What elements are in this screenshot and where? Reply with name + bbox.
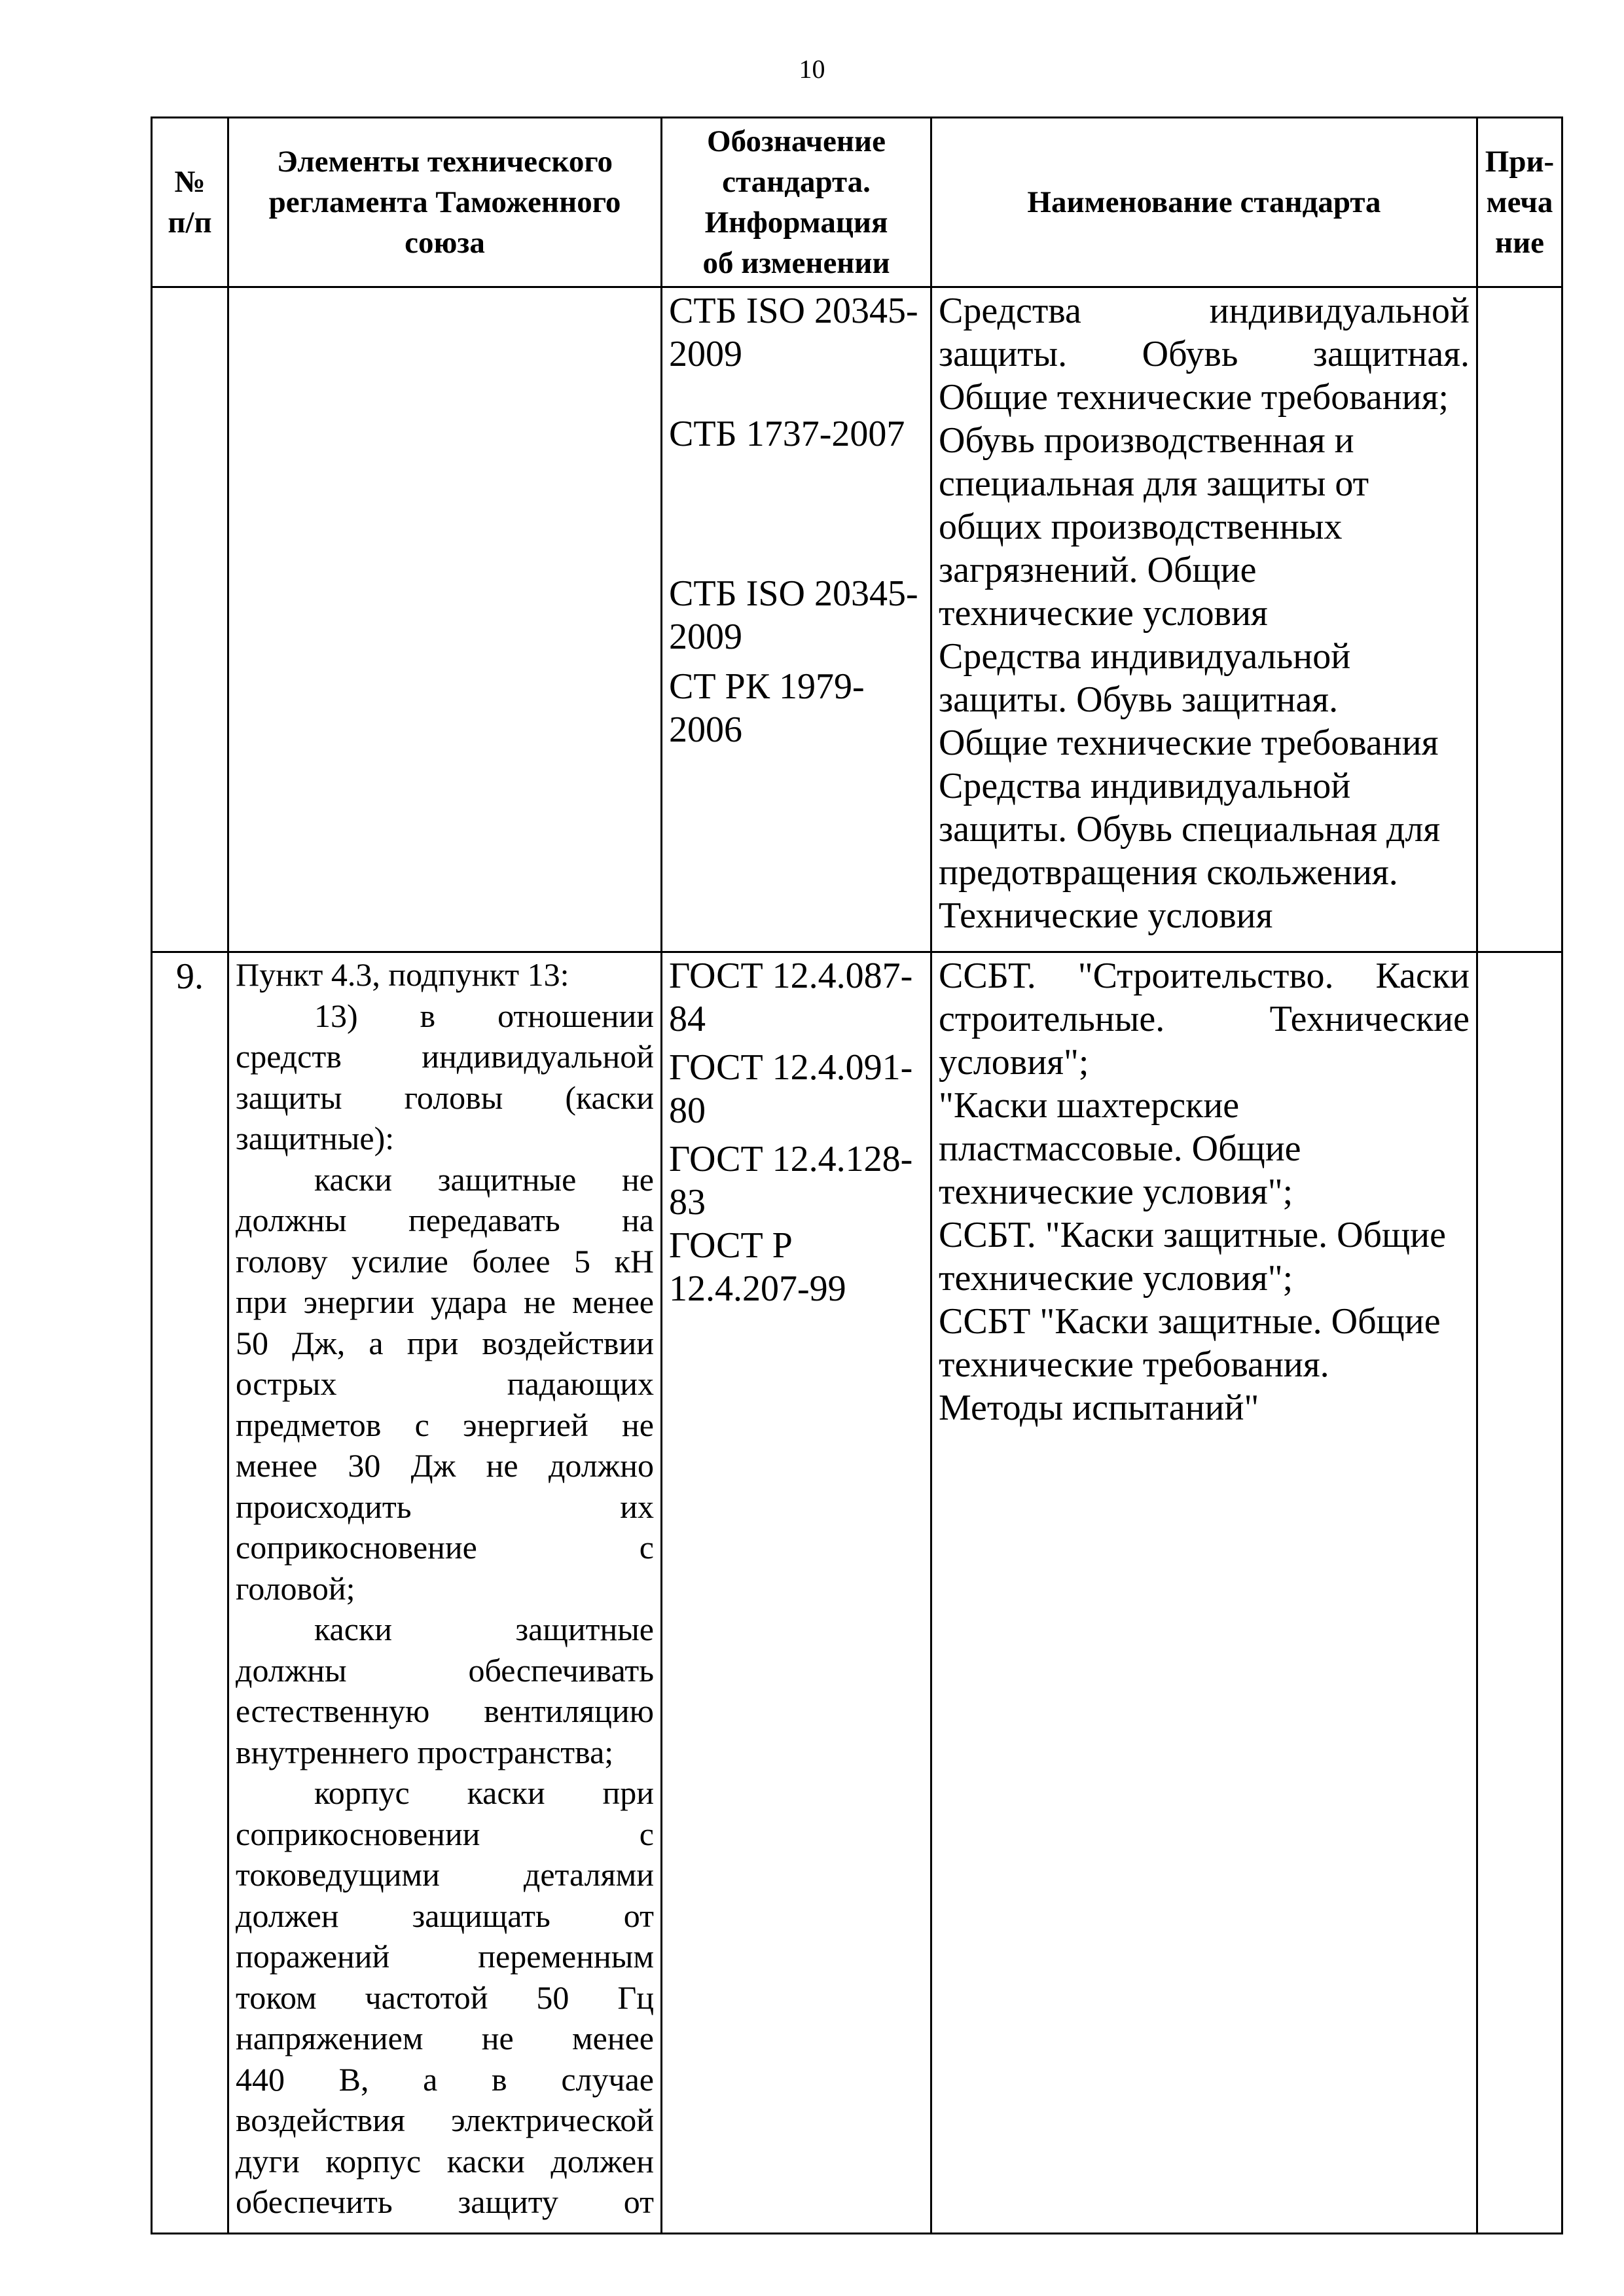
header-row — [152, 118, 1562, 287]
clause-line: защиты головы (каски — [236, 1079, 654, 1116]
standard-name: условия"; — [939, 1042, 1089, 1083]
designation: ГОСТ 12.4.087- — [669, 956, 913, 996]
designation: СТБ ISO 20345- — [669, 573, 918, 614]
clause-line: должен защищать от — [236, 1897, 654, 1934]
standard-name: Общие технические требования; — [939, 377, 1449, 418]
row-names — [931, 952, 1477, 2234]
standard-name: Технические условия — [939, 895, 1273, 936]
designation: 2006 — [669, 709, 742, 750]
clause-line: напряжением не менее — [236, 2020, 654, 2056]
clause-line: соприкосновении с — [236, 1815, 654, 1852]
standard-name: общих производственных — [939, 507, 1343, 547]
row-clause-empty — [228, 287, 662, 952]
standard-name: загрязнений. Общие — [939, 550, 1257, 590]
clause-line: внутреннего пространства; — [236, 1733, 614, 1770]
standard-name: "Каски шахтерские — [939, 1085, 1240, 1126]
standard-name: технические условия"; — [939, 1258, 1293, 1299]
designation: ГОСТ 12.4.128- — [669, 1139, 913, 1179]
standard-name: защиты. Обувь защитная. — [939, 679, 1339, 720]
designation: ГОСТ Р — [669, 1225, 793, 1266]
clause-line: соприкосновение с — [236, 1529, 654, 1566]
standards-table — [151, 117, 1563, 2234]
designation: СТ РК 1979- — [669, 666, 865, 707]
row-clause — [228, 952, 662, 2234]
row-num: 9. — [152, 952, 228, 2234]
designation: ГОСТ 12.4.091- — [669, 1047, 913, 1088]
clause-line: при энергии удара не менее — [236, 1283, 654, 1320]
standard-name: пластмассовые. Общие — [939, 1128, 1301, 1169]
row-names — [931, 287, 1477, 952]
row-designations — [662, 952, 931, 2234]
clause-line: обеспечить защиту от — [236, 2183, 654, 2220]
standard-name: специальная для защиты от — [939, 463, 1369, 504]
clause-line: средств индивидуальной — [236, 1038, 654, 1075]
designation: 2009 — [669, 334, 742, 374]
clause-title: Пункт 4.3, подпункт 13: — [236, 956, 569, 993]
standard-name: ССБТ. "Каски защитные. Общие — [939, 1215, 1446, 1255]
designation: 84 — [669, 999, 706, 1039]
clause-line: должны передавать на — [236, 1202, 654, 1238]
clause-line: головой; — [236, 1570, 355, 1607]
standard-name: Средства индивидуальной — [939, 766, 1351, 806]
designation: 80 — [669, 1090, 706, 1131]
clause-line: защитные): — [236, 1120, 395, 1157]
clause-line: должны обеспечивать — [236, 1651, 654, 1689]
standard-name: технические требования. — [939, 1344, 1329, 1385]
clause-line: током частотой 50 Гц — [236, 1979, 654, 2016]
clause-line: воздействия электрической — [236, 2102, 654, 2138]
clause-line: 13) в отношении — [314, 997, 654, 1034]
header-num: № п/п — [152, 118, 228, 287]
header-designation: Обозначение стандарта. Информация об изменении — [662, 118, 931, 287]
standard-name: технические условия — [939, 593, 1268, 634]
designation: СТБ ISO 20345- — [669, 291, 918, 331]
standard-name: Общие технические требования — [939, 723, 1439, 763]
clause-line: менее 30 Дж не должно — [236, 1447, 654, 1484]
clause-line: корпус каски при — [314, 1774, 654, 1811]
standard-name: предотвращения скольжения. — [939, 852, 1398, 893]
row-note-empty — [1477, 287, 1562, 952]
clause-line: каски защитные не — [314, 1160, 654, 1198]
header-elements: Элементы технического регламента Таможенного союза — [228, 118, 662, 287]
clause-line: естественную вентиляцию — [236, 1693, 654, 1729]
header-name: Наименование стандарта — [931, 118, 1477, 287]
standard-name: Средства индивидуальной — [939, 636, 1351, 677]
designation: 2009 — [669, 617, 742, 657]
designation: 12.4.207-99 — [669, 1268, 846, 1309]
header-note: При- меча ние — [1477, 118, 1562, 287]
designation: СТБ 1737-2007 — [669, 414, 905, 454]
clause-line: дуги корпус каски должен — [236, 2142, 654, 2179]
standard-name: Обувь производственная и — [939, 420, 1354, 461]
clause-line: поражений переменным — [236, 1938, 654, 1975]
page-number: 10 — [799, 54, 825, 84]
row-note-empty — [1477, 952, 1562, 2234]
clause-line: происходить их — [236, 1488, 654, 1525]
standard-name: ССБТ. "Строительство. Каски — [939, 956, 1470, 996]
row-designations — [662, 287, 931, 952]
clause-line: голову усилие более 5 кН — [236, 1242, 654, 1280]
standard-name: Средства индивидуальной — [939, 291, 1470, 331]
clause-line: каски защитные — [314, 1611, 654, 1647]
table-row-continuation — [152, 287, 1562, 952]
row-num-empty — [152, 287, 228, 952]
clause-line: 50 Дж, а при воздействии — [236, 1324, 654, 1361]
standard-name: ССБТ "Каски защитные. Общие — [939, 1301, 1441, 1342]
clause-line: 440 В, а в случае — [236, 2060, 654, 2098]
standard-name: строительные. Технические — [939, 999, 1470, 1039]
clause-line: предметов с энергией не — [236, 1406, 654, 1443]
standard-name: защиты. Обувь защитная. — [939, 334, 1470, 374]
standard-name: технические условия"; — [939, 1172, 1293, 1212]
clause-line: острых падающих — [236, 1365, 654, 1402]
table-row-9 — [152, 952, 1562, 2234]
standard-name: Методы испытаний" — [939, 1388, 1259, 1428]
designation: 83 — [669, 1182, 706, 1223]
standard-name: защиты. Обувь специальная для — [939, 809, 1441, 850]
clause-line: токоведущими деталями — [236, 1856, 654, 1893]
